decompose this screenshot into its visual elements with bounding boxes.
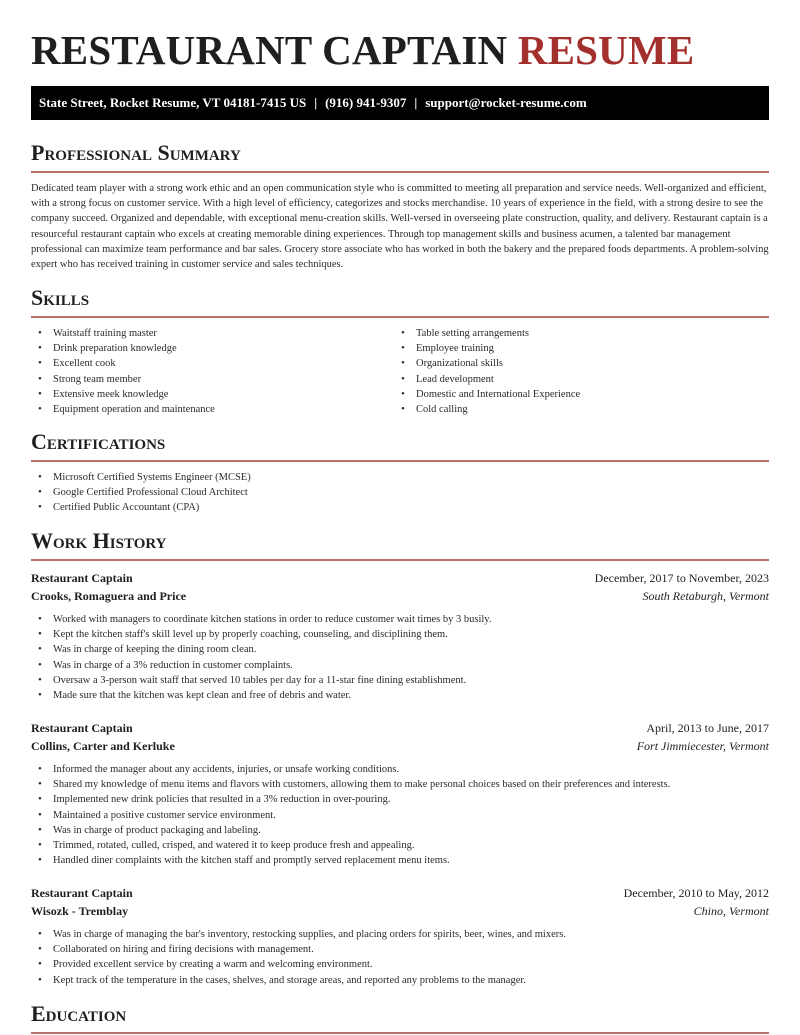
job-bullets: [31, 927, 566, 988]
certifications-heading: Certifications: [31, 429, 166, 454]
contact-separator: |: [314, 95, 318, 110]
skill-item: • Excellent cook: [31, 356, 215, 371]
contact-address: State Street, Rocket Resume, VT 04181-7415 US: [39, 95, 307, 110]
summary-text: Dedicated team player with a strong work ethic and an open communication style who is committed to meeting all preparation and service needs. Well-organized and efficient, with a strong focus on customer service. With a high level of efficiency, categorizes and stocks merchandise. 10 years of experience in the field, with a strong desire to see the company succeed. Organized and dependable, with exceptional menu-creation skills. Well-versed in overseeing plate construction, quality, and delivery. Restaurant captain is a resourceful restaurant captain who excels at creating memorable dining experiences. Through top management skills and business acumen, a talented bar management professional can maximize team performance and bar sales. Grocery store associate who has worked in both the bakery and the prepared foods departments. A problem-solving expert who has received training in customer service and sales techniques.: [31, 183, 769, 271]
skills-heading: Skills: [31, 285, 90, 310]
job-bullet: • Was in charge of managing the bar's inventory, restocking supplies, and placing orders for spirits, beer, wines, and mixers.: [31, 927, 566, 942]
job-bullet: • Collaborated on hiring and firing decisions with management.: [31, 942, 566, 957]
title-accent: RESUME: [517, 27, 695, 73]
job-location: South Retaburgh, Vermont: [642, 589, 769, 603]
job-bullet: • Maintained a positive customer service environment.: [31, 808, 670, 823]
certification-item: • Certified Public Accountant (CPA): [31, 500, 251, 515]
job-bullet: • Shared my knowledge of menu items and flavors with customers, allowing them to make personal choices based on their preferences and interests.: [31, 777, 670, 792]
skill-item: • Drink preparation knowledge: [31, 341, 215, 356]
skill-item: • Lead development: [394, 372, 580, 387]
work-history-heading: Work History: [31, 528, 167, 553]
job-location: Chino, Vermont: [693, 904, 769, 918]
education-heading: Education: [31, 1001, 127, 1026]
skills-list-right: [394, 326, 580, 417]
section-divider: [31, 460, 769, 462]
skill-item: • Equipment operation and maintenance: [31, 402, 215, 417]
skills-list-left: [31, 326, 215, 417]
job-bullets: [31, 762, 670, 868]
job-bullet: • Was in charge of a 3% reduction in customer complaints.: [31, 658, 492, 673]
section-divider: [31, 316, 769, 318]
job-company: Collins, Carter and Kerluke: [31, 739, 175, 753]
job-company-row: [31, 903, 769, 919]
job-dates: April, 2013 to June, 2017: [646, 721, 769, 735]
job-bullet: • Informed the manager about any accidents, injuries, or unsafe working conditions.: [31, 762, 670, 777]
skill-item: • Cold calling: [394, 402, 580, 417]
skill-item: • Domestic and International Experience: [394, 387, 580, 402]
section-divider: [31, 1032, 769, 1034]
certifications-list: [31, 470, 251, 516]
skill-item: • Extensive meek knowledge: [31, 387, 215, 402]
contact-bar: [31, 86, 769, 120]
job-title: Restaurant Captain: [31, 571, 133, 585]
certification-item: • Microsoft Certified Systems Engineer (MCSE): [31, 470, 251, 485]
contact-email[interactable]: support@rocket-resume.com: [425, 95, 587, 110]
job-header-row: [31, 570, 769, 586]
job-company-row: [31, 738, 769, 754]
job-bullet: • Kept track of the temperature in the cases, shelves, and storage areas, and reported any problems to the manager.: [31, 973, 566, 988]
skill-item: • Table setting arrangements: [394, 326, 580, 341]
job-dates: December, 2010 to May, 2012: [623, 886, 769, 900]
resume-title: [31, 28, 694, 73]
job-bullet: • Kept the kitchen staff's skill level up by properly coaching, counseling, and disciplining them.: [31, 627, 492, 642]
title-main: RESTAURANT CAPTAIN: [31, 27, 508, 73]
job-bullet: • Was in charge of product packaging and labeling.: [31, 823, 670, 838]
job-bullet: • Implemented new drink policies that resulted in a 3% reduction in over-pouring.: [31, 792, 670, 807]
contact-separator: |: [414, 95, 418, 110]
job-bullet: • Was in charge of keeping the dining room clean.: [31, 642, 492, 657]
job-title: Restaurant Captain: [31, 886, 133, 900]
section-divider: [31, 559, 769, 561]
contact-phone[interactable]: (916) 941-9307: [325, 95, 407, 110]
job-company: Crooks, Romaguera and Price: [31, 589, 187, 603]
job-header-row: [31, 720, 769, 736]
skill-item: • Waitstaff training master: [31, 326, 215, 341]
job-bullet: • Provided excellent service by creating a warm and welcoming environment.: [31, 957, 566, 972]
job-bullet: • Trimmed, rotated, culled, crisped, and watered it to keep produce fresh and appealing.: [31, 838, 670, 853]
summary-heading: Professional Summary: [31, 140, 241, 165]
job-header-row: [31, 885, 769, 901]
skill-item: • Employee training: [394, 341, 580, 356]
job-bullets: [31, 612, 492, 703]
certification-item: • Google Certified Professional Cloud Architect: [31, 485, 251, 500]
skill-item: • Organizational skills: [394, 356, 580, 371]
job-dates: December, 2017 to November, 2023: [594, 571, 769, 585]
job-bullet: • Worked with managers to coordinate kitchen stations in order to reduce customer wait times by 3 busily.: [31, 612, 492, 627]
section-divider: [31, 171, 769, 173]
job-bullet: • Made sure that the kitchen was kept clean and free of debris and water.: [31, 688, 492, 703]
job-bullet: • Oversaw a 3-person wait staff that served 10 tables per day for a 11-star fine dining establishment.: [31, 673, 492, 688]
job-location: Fort Jimmiecester, Vermont: [636, 739, 769, 753]
skill-item: • Strong team member: [31, 372, 215, 387]
job-company-row: [31, 588, 769, 604]
job-bullet: • Handled diner complaints with the kitchen staff and promptly served replacement menu items.: [31, 853, 670, 868]
job-company: Wisozk - Tremblay: [31, 904, 129, 918]
job-title: Restaurant Captain: [31, 721, 133, 735]
